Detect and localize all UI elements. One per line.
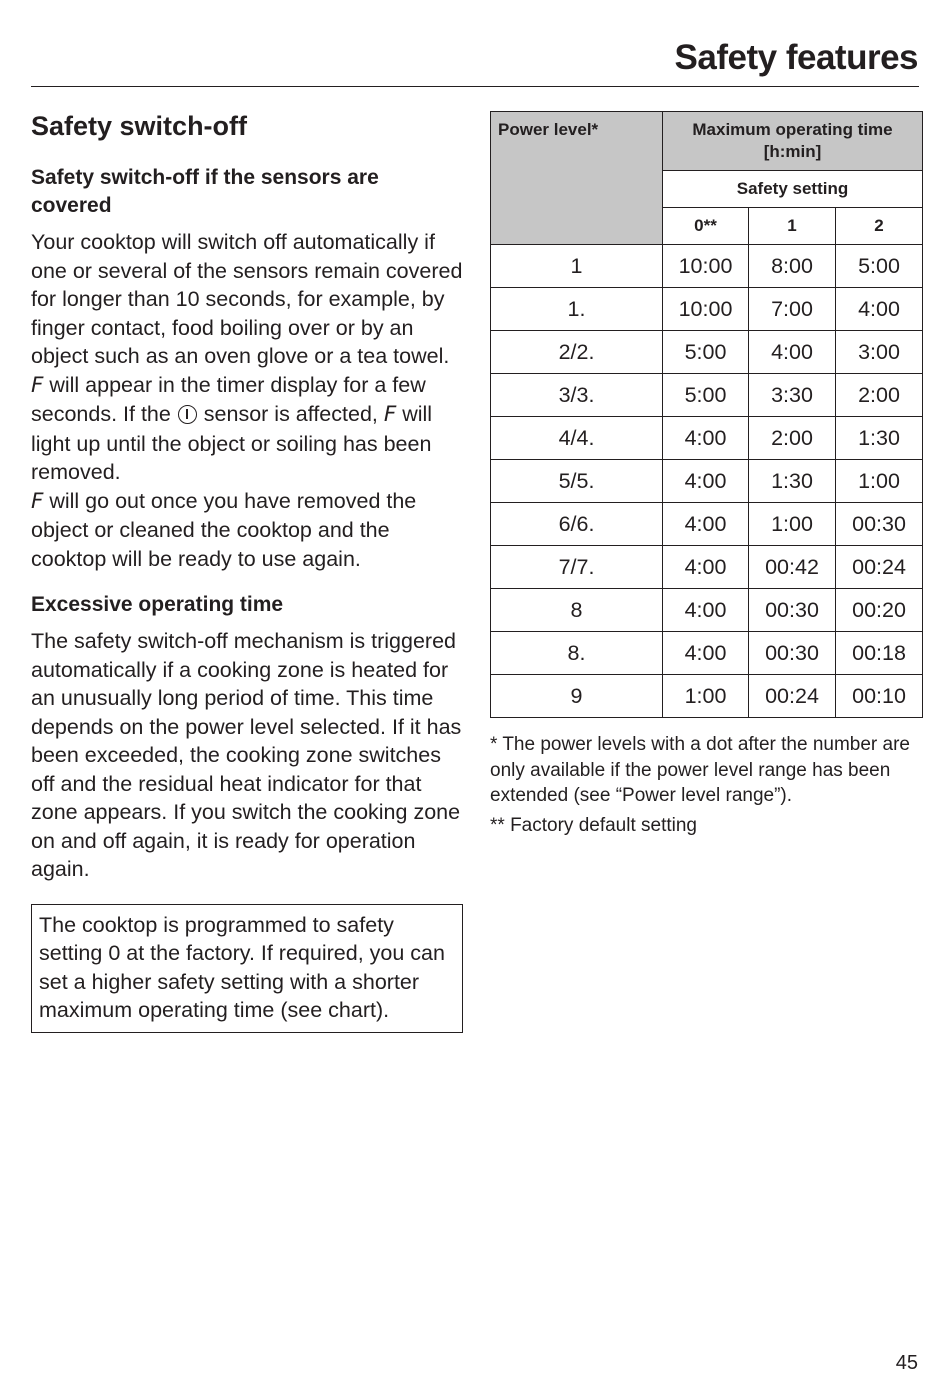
sensors-paragraph bbox=[31, 228, 463, 573]
text-segment: will appear in the timer display for a few seconds. If the bbox=[31, 372, 426, 427]
cell-s1: 4:00 bbox=[749, 331, 836, 374]
table-row bbox=[491, 245, 923, 288]
page-number: 45 bbox=[895, 1352, 918, 1374]
header-safety-setting: Safety setting bbox=[663, 171, 923, 208]
cell-power: 6/6. bbox=[491, 503, 663, 546]
f-display-symbol: F bbox=[31, 488, 44, 514]
cell-s2: 5:00 bbox=[836, 245, 923, 288]
left-column bbox=[31, 110, 463, 1033]
cell-s2: 1:00 bbox=[836, 460, 923, 503]
right-column bbox=[490, 111, 922, 838]
cell-s1: 1:00 bbox=[749, 503, 836, 546]
cell-s0: 4:00 bbox=[663, 589, 749, 632]
cell-power: 8. bbox=[491, 632, 663, 675]
cell-s1: 7:00 bbox=[749, 288, 836, 331]
table-row bbox=[491, 546, 923, 589]
header-level-1: 1 bbox=[749, 208, 836, 245]
cell-s0: 4:00 bbox=[663, 632, 749, 675]
table-row bbox=[491, 632, 923, 675]
cell-s0: 4:00 bbox=[663, 503, 749, 546]
text-segment: will go out once you have removed the object or cleaned the cooktop and the cooktop will be ready to use again. bbox=[31, 488, 417, 571]
cell-s1: 8:00 bbox=[749, 245, 836, 288]
cell-s1: 00:24 bbox=[749, 675, 836, 718]
cell-s0: 1:00 bbox=[663, 675, 749, 718]
cell-s1: 00:42 bbox=[749, 546, 836, 589]
subsection-title-sensors: Safety switch-off if the sensors are covered bbox=[31, 166, 379, 218]
header-max-line1: Maximum operating time bbox=[692, 120, 893, 139]
cell-s2: 4:00 bbox=[836, 288, 923, 331]
cell-s0: 4:00 bbox=[663, 546, 749, 589]
table-row bbox=[491, 589, 923, 632]
table-row bbox=[491, 460, 923, 503]
cell-s2: 1:30 bbox=[836, 417, 923, 460]
table-row bbox=[491, 503, 923, 546]
operating-time-table bbox=[490, 111, 923, 718]
table-row bbox=[491, 417, 923, 460]
cell-s0: 5:00 bbox=[663, 374, 749, 417]
header-max-line2: [h:min] bbox=[763, 142, 822, 161]
cell-power: 4/4. bbox=[491, 417, 663, 460]
cell-power: 5/5. bbox=[491, 460, 663, 503]
section-title: Safety switch-off bbox=[31, 111, 248, 141]
cell-power: 9 bbox=[491, 675, 663, 718]
footnote-factory-default: ** Factory default setting bbox=[490, 814, 697, 836]
cell-s1: 3:30 bbox=[749, 374, 836, 417]
excessive-paragraph: The safety switch-off mechanism is triggered automatically if a cooking zone is heated for an unusually long period of time. This time depends on the power level selected. If it has been exceeded, the cooking zone switches off and the residual heat indicator for that zone appears. If you switch the cooking zone on and off again, it is ready for operation again. bbox=[31, 629, 462, 882]
cell-power: 7/7. bbox=[491, 546, 663, 589]
cell-s1: 00:30 bbox=[749, 632, 836, 675]
cell-power: 8 bbox=[491, 589, 663, 632]
cell-s2: 3:00 bbox=[836, 331, 923, 374]
cell-s2: 00:10 bbox=[836, 675, 923, 718]
cell-s0: 10:00 bbox=[663, 245, 749, 288]
cell-s0: 10:00 bbox=[663, 288, 749, 331]
cell-power: 1 bbox=[491, 245, 663, 288]
cell-s0: 5:00 bbox=[663, 331, 749, 374]
table-row bbox=[491, 675, 923, 718]
subsection-title-excessive: Excessive operating time bbox=[31, 593, 284, 617]
power-icon bbox=[178, 405, 197, 424]
cell-s1: 2:00 bbox=[749, 417, 836, 460]
cell-s2: 00:24 bbox=[836, 546, 923, 589]
text-segment: will light up until the object or soiling has been removed. bbox=[31, 402, 433, 485]
cell-power: 1. bbox=[491, 288, 663, 331]
cell-s2: 00:20 bbox=[836, 589, 923, 632]
table-body bbox=[491, 245, 923, 718]
page-header-title: Safety features bbox=[674, 38, 918, 77]
cell-power: 3/3. bbox=[491, 374, 663, 417]
cell-s2: 00:18 bbox=[836, 632, 923, 675]
note-box: The cooktop is programmed to safety setting 0 at the factory. If required, you can set a higher safety setting with a shorter maximum operating time (see chart). bbox=[31, 904, 463, 1033]
table-row bbox=[491, 374, 923, 417]
table-row bbox=[491, 331, 923, 374]
f-display-symbol: F bbox=[31, 372, 44, 398]
f-display-symbol: F bbox=[383, 402, 397, 428]
header-power-level: Power level* bbox=[491, 112, 663, 245]
footnote-power-levels: * The power levels with a dot after the number are only available if the power level range has been extended (see “Power level range”). bbox=[490, 734, 910, 806]
cell-s2: 00:30 bbox=[836, 503, 923, 546]
cell-power: 2/2. bbox=[491, 331, 663, 374]
text-segment: sensor is affected, bbox=[197, 402, 384, 427]
cell-s0: 4:00 bbox=[663, 460, 749, 503]
header-level-0: 0** bbox=[663, 208, 749, 245]
cell-s1: 1:30 bbox=[749, 460, 836, 503]
header-rule bbox=[31, 86, 919, 87]
cell-s1: 00:30 bbox=[749, 589, 836, 632]
cell-s2: 2:00 bbox=[836, 374, 923, 417]
cell-s0: 4:00 bbox=[663, 417, 749, 460]
header-max-operating-time bbox=[663, 112, 923, 171]
header-level-2: 2 bbox=[836, 208, 923, 245]
table-row bbox=[491, 288, 923, 331]
text-segment: Your cooktop will switch off automatically if one or several of the sensors remain covered for longer than 10 seconds, for example, by finger contact, food boiling over or by an object such as an oven glove or a tea towel. bbox=[31, 230, 463, 369]
